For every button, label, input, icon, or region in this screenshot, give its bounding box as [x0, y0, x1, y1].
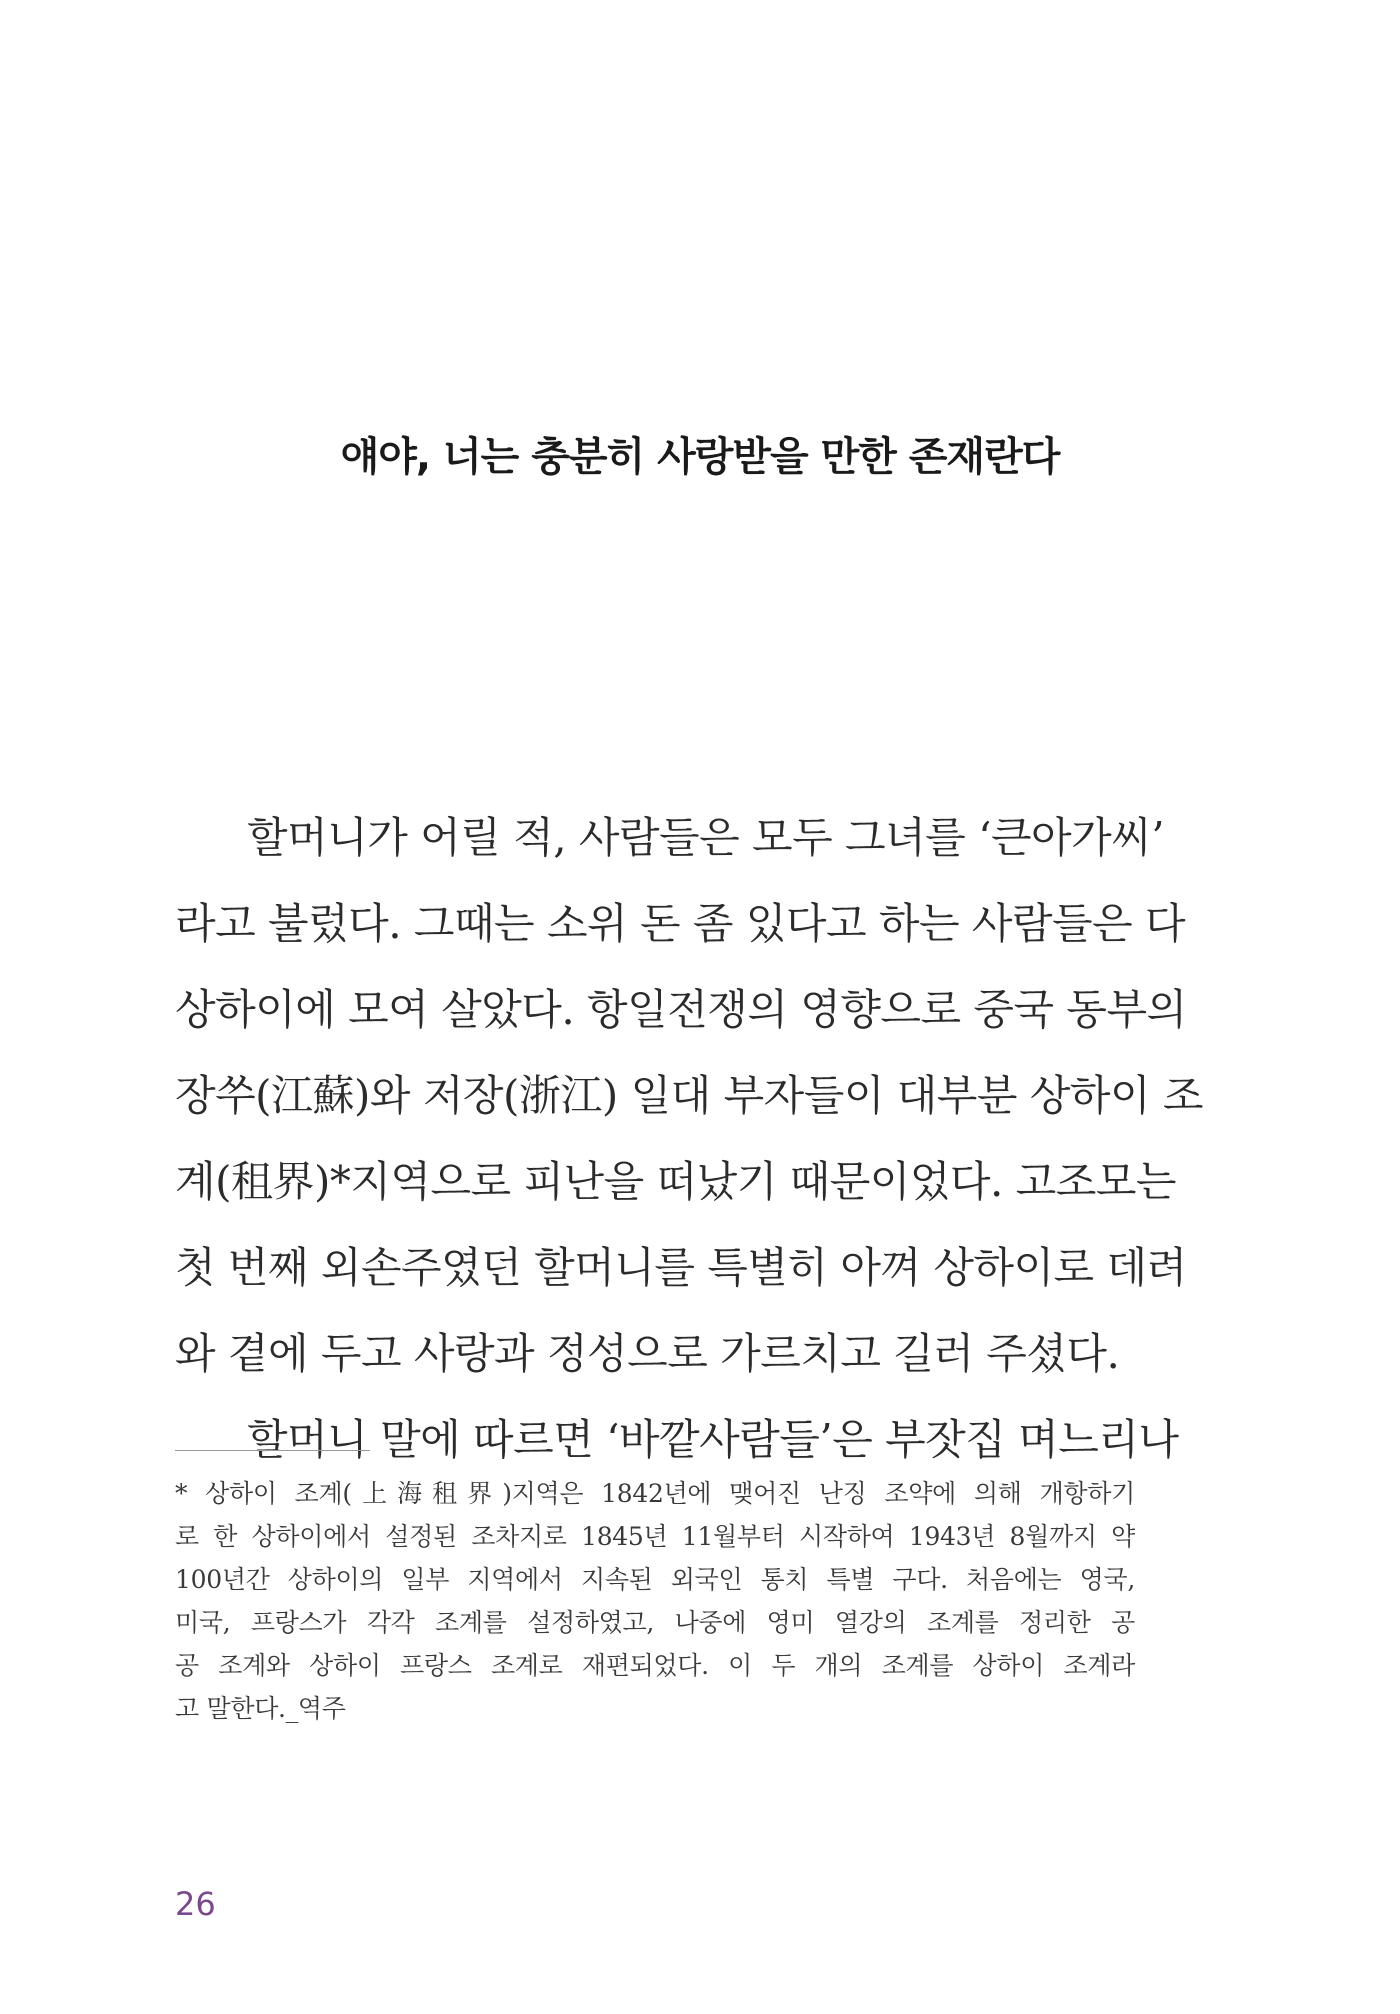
footnote-line: 공 조계와 상하이 프랑스 조계로 재편되었다. 이 두 개의 조계를 상하이 조계라 [175, 1651, 1135, 1680]
footnote-line: * 상하이 조계(上海租界)지역은 1842년에 맺어진 난징 조약에 의해 개항하기 [175, 1479, 1135, 1508]
footnote-line: 미국, 프랑스가 각각 조계를 설정하였고, 나중에 영미 열강의 조계를 정리한 공 [175, 1608, 1135, 1637]
body-line: 계(租界)*지역으로 피난을 떠났기 때문이었다. 고조모는 [175, 1157, 1176, 1206]
body-text [175, 795, 1203, 1483]
body-line: 첫 번째 외손주였던 할머니를 특별히 아껴 상하이로 데려 [175, 1243, 1187, 1292]
body-line: 할머니가 어릴 적, 사람들은 모두 그녀를 ‘큰아가씨’ [247, 813, 1165, 862]
chapter-title: 얘야, 너는 충분히 사랑받을 만한 존재란다 [340, 434, 1060, 480]
body-line: 장쑤(江蘇)와 저장(浙江) 일대 부자들이 대부분 상하이 조 [175, 1071, 1203, 1120]
footnote [175, 1472, 1135, 1730]
footnote-line: 고 말한다._역주 [175, 1694, 346, 1723]
footnote-line: 100년간 상하이의 일부 지역에서 지속된 외국인 통치 특별 구다. 처음에는 영국, [175, 1565, 1135, 1594]
page-number: 26 [175, 1885, 216, 1923]
body-line: 할머니 말에 따르면 ‘바깥사람들’은 부잣집 며느리나 [247, 1415, 1179, 1464]
footnote-divider [175, 1450, 370, 1451]
footnote-line: 로 한 상하이에서 설정된 조차지로 1845년 11월부터 시작하여 1943년 8월까지 약 [175, 1522, 1135, 1551]
body-line: 와 곁에 두고 사랑과 정성으로 가르치고 길러 주셨다. [175, 1329, 1120, 1378]
body-line: 상하이에 모여 살았다. 항일전쟁의 영향으로 중국 동부의 [175, 985, 1187, 1034]
body-line: 라고 불렀다. 그때는 소위 돈 좀 있다고 하는 사람들은 다 [175, 899, 1186, 948]
